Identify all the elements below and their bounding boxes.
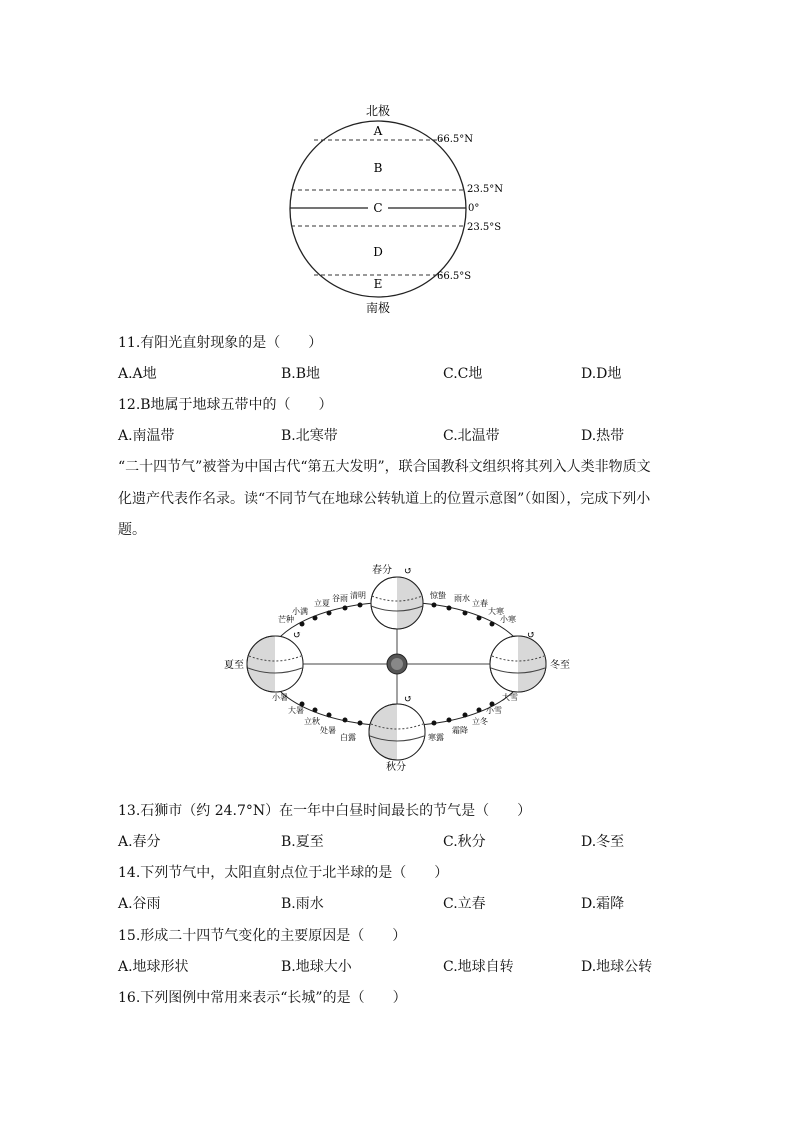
q13-option-a[interactable]: A.春分 <box>118 834 161 850</box>
term-label: 大寒 <box>488 607 504 616</box>
term-winter-label: 冬至 <box>550 660 570 671</box>
sun-core <box>391 658 403 670</box>
q14-option-c[interactable]: C.立春 <box>443 896 486 912</box>
zone-label-a: A <box>373 124 383 138</box>
q15-option-d[interactable]: D.地球公转 <box>581 959 653 975</box>
earth-spring-globe <box>371 577 423 629</box>
question-12-stem: 12.B地属于地球五带中的（ ） <box>118 397 333 413</box>
term-autumn-label: 秋分 <box>386 762 406 773</box>
term-label: 寒露 <box>428 733 444 742</box>
rotation-arrow-icon: ↺ <box>527 630 536 641</box>
q12-option-b[interactable]: B.北寒带 <box>281 428 338 444</box>
lat-label-0: 0° <box>468 203 480 214</box>
question-14-stem: 14.下列节气中，太阳直射点位于北半球的是（ ） <box>118 865 449 881</box>
passage-line-1: “二十四节气”被誉为中国古代“第五大发明”，联合国教科文组织将其列入人类非物质文 <box>118 459 651 475</box>
q11-option-a[interactable]: A.A地 <box>118 366 157 382</box>
question-11-stem: 11.有阳光直射现象的是（ ） <box>118 335 323 351</box>
term-label: 惊蛰 <box>430 591 446 600</box>
q13-option-b[interactable]: B.夏至 <box>281 834 324 850</box>
lat-label-66n: 66.5°N <box>437 134 474 145</box>
north-pole-label: 北极 <box>365 104 391 118</box>
term-spring-label: 春分 <box>372 565 392 576</box>
term-label: 小寒 <box>500 615 516 624</box>
term-label: 立秋 <box>304 717 320 726</box>
q14-option-a[interactable]: A.谷雨 <box>118 896 161 912</box>
passage-line-3: 题。 <box>118 522 146 538</box>
zone-label-c: C <box>373 201 383 215</box>
term-label: 清明 <box>350 591 366 600</box>
earth-winter-globe <box>490 636 546 692</box>
zone-label-d: D <box>373 245 383 259</box>
q13-option-c[interactable]: C.秋分 <box>443 834 486 850</box>
lat-label-23s: 23.5°S <box>467 222 502 233</box>
term-label: 霜降 <box>452 726 468 735</box>
term-summer-label: 夏至 <box>224 660 244 671</box>
q11-option-c[interactable]: C.C地 <box>443 366 483 382</box>
lat-label-66s: 66.5°S <box>437 271 472 282</box>
term-label: 雨水 <box>454 594 470 603</box>
q14-option-b[interactable]: B.雨水 <box>281 896 324 912</box>
q11-option-d[interactable]: D.D地 <box>581 366 622 382</box>
term-label: 谷雨 <box>332 594 348 603</box>
term-label: 处暑 <box>320 726 336 735</box>
lat-label-23n: 23.5°N <box>467 184 504 195</box>
q12-option-c[interactable]: C.北温带 <box>443 428 500 444</box>
q13-option-d[interactable]: D.冬至 <box>581 834 625 850</box>
q11-option-b[interactable]: B.B地 <box>281 366 321 382</box>
q15-option-b[interactable]: B.地球大小 <box>281 959 352 975</box>
term-label: 立夏 <box>314 599 330 608</box>
term-label: 大暑 <box>288 706 304 715</box>
q15-option-c[interactable]: C.地球自转 <box>443 959 514 975</box>
q14-option-d[interactable]: D.霜降 <box>581 896 625 912</box>
q15-option-a[interactable]: A.地球形状 <box>118 959 189 975</box>
earth-autumn-globe <box>369 704 425 760</box>
term-label: 白露 <box>340 733 356 742</box>
rotation-arrow-icon: ↺ <box>404 694 413 705</box>
term-label: 小雪 <box>486 706 502 715</box>
question-16-stem: 16.下列图例中常用来表示“长城”的是（ ） <box>118 990 407 1006</box>
term-label: 立春 <box>472 599 488 608</box>
earth-zones-figure <box>270 98 520 318</box>
term-label: 芒种 <box>278 615 294 624</box>
zone-label-e: E <box>373 277 383 291</box>
solar-terms-orbit-figure <box>220 556 580 776</box>
rotation-arrow-icon: ↺ <box>293 630 302 641</box>
q12-option-d[interactable]: D.热带 <box>581 428 625 444</box>
term-label: 大雪 <box>502 693 518 702</box>
south-pole-label: 南极 <box>365 301 391 315</box>
passage-line-2: 化遗产代表作名录。读“不同节气在地球公转轨道上的位置示意图”（如图），完成下列小 <box>118 491 651 507</box>
term-label: 立冬 <box>472 717 488 726</box>
rotation-arrow-icon: ↺ <box>404 566 413 577</box>
earth-summer-globe <box>247 636 303 692</box>
question-15-stem: 15.形成二十四节气变化的主要原因是（ ） <box>118 928 407 944</box>
term-label: 小暑 <box>272 693 288 702</box>
term-label: 小满 <box>292 607 308 616</box>
question-13-stem: 13.石狮市（约 24.7°N）在一年中白昼时间最长的节气是（ ） <box>118 803 532 819</box>
q12-option-a[interactable]: A.南温带 <box>118 428 175 444</box>
zone-label-b: B <box>373 161 383 175</box>
